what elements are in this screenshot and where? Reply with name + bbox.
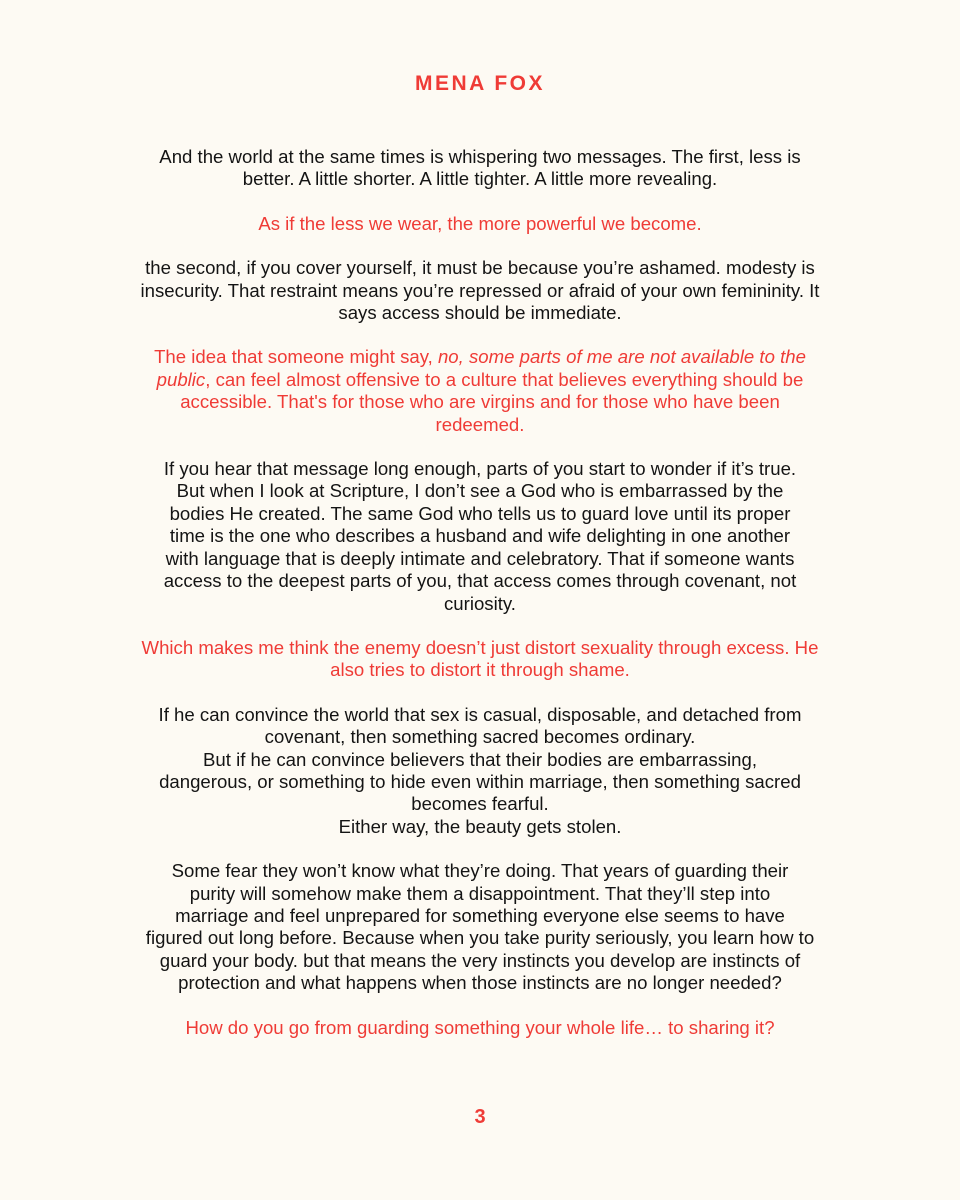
- page-number: 3: [474, 1106, 486, 1128]
- text-line: Which makes me think the enemy doesn’t just distort sexuality through excess. He: [141, 636, 819, 658]
- text-line: also tries to distort it through shame.: [330, 659, 630, 681]
- highlight-paragraph-4: [100, 346, 860, 436]
- text-line: And the world at the same times is whispering two messages. The first, less is: [159, 146, 801, 167]
- highlight-paragraph-6: [100, 637, 860, 682]
- text-line: How do you go from guarding something your whole life… to sharing it?: [185, 1016, 775, 1038]
- text-line: purity will somehow make them a disappointment. That they’ll step into: [189, 882, 771, 904]
- text-line: better. A little shorter. A little tighter. A little more revealing.: [242, 168, 718, 190]
- text-line: bodies He created. The same God who tells us to guard love until its proper: [169, 502, 791, 524]
- text-line: If you hear that message long enough, parts of you start to wonder if it’s true.: [163, 458, 797, 480]
- text-line: If he can convince the world that sex is casual, disposable, and detached from: [158, 703, 802, 725]
- text-line: says access should be immediate.: [338, 302, 622, 324]
- text-line: time is the one who describes a husband and wife delighting in one another: [169, 525, 791, 547]
- italic-phrase: no, some parts of me are not available to the: [437, 346, 806, 368]
- paragraph-5: [100, 458, 860, 615]
- text-line: accessible. That's for those who are virgins and for those who have been: [180, 391, 780, 413]
- text-line: figured out long before. Because when you take purity seriously, you learn how to: [145, 927, 815, 949]
- text-line: redeemed.: [435, 413, 525, 435]
- text-line: The idea that someone might say,: [154, 346, 438, 368]
- text-line: dangerous, or something to hide even within marriage, then something sacred: [159, 770, 801, 792]
- italic-phrase: public: [156, 368, 206, 390]
- text-line: insecurity. That restraint means you’re repressed or afraid of your own femininity. It: [140, 279, 820, 301]
- text-line: guard your body. but that means the very instincts you develop are instincts of: [159, 949, 801, 971]
- text-line: Either way, the beauty gets stolen.: [338, 815, 622, 837]
- paragraph-8: [100, 860, 860, 994]
- text-line: But if he can convince believers that their bodies are embarrassing,: [203, 748, 757, 770]
- text-line: But when I look at Scripture, I don’t see a God who is embarrassed by the: [176, 480, 784, 502]
- paragraph-3: [100, 257, 860, 324]
- highlight-paragraph-9: [100, 1017, 860, 1039]
- text-line: protection and what happens when those instincts are no longer needed?: [178, 972, 782, 994]
- page-title: MENA FOX: [414, 72, 546, 95]
- text-line: the second, if you cover yourself, it must be because you’re ashamed. modesty is: [145, 257, 815, 279]
- text-line: marriage and feel unprepared for something everyone else seems to have: [175, 904, 785, 926]
- text-line: covenant, then something sacred becomes ordinary.: [264, 726, 696, 748]
- text-line: curiosity.: [444, 592, 516, 614]
- text-line: with language that is deeply intimate and celebratory. That if someone wants: [165, 547, 795, 569]
- body-text: [100, 146, 860, 1061]
- text-line: Some fear they won’t know what they’re doing. That years of guarding their: [171, 860, 789, 882]
- text-line: access to the deepest parts of you, that access comes through covenant, not: [163, 570, 797, 592]
- paragraph-1: [100, 146, 860, 191]
- text-line: , can feel almost offensive to a culture that believes everything should be: [205, 368, 804, 390]
- paragraph-7: [100, 704, 860, 838]
- highlight-paragraph-2: [100, 213, 860, 235]
- text-line: becomes fearful.: [411, 793, 549, 815]
- text-line: As if the less we wear, the more powerful we become.: [258, 212, 702, 234]
